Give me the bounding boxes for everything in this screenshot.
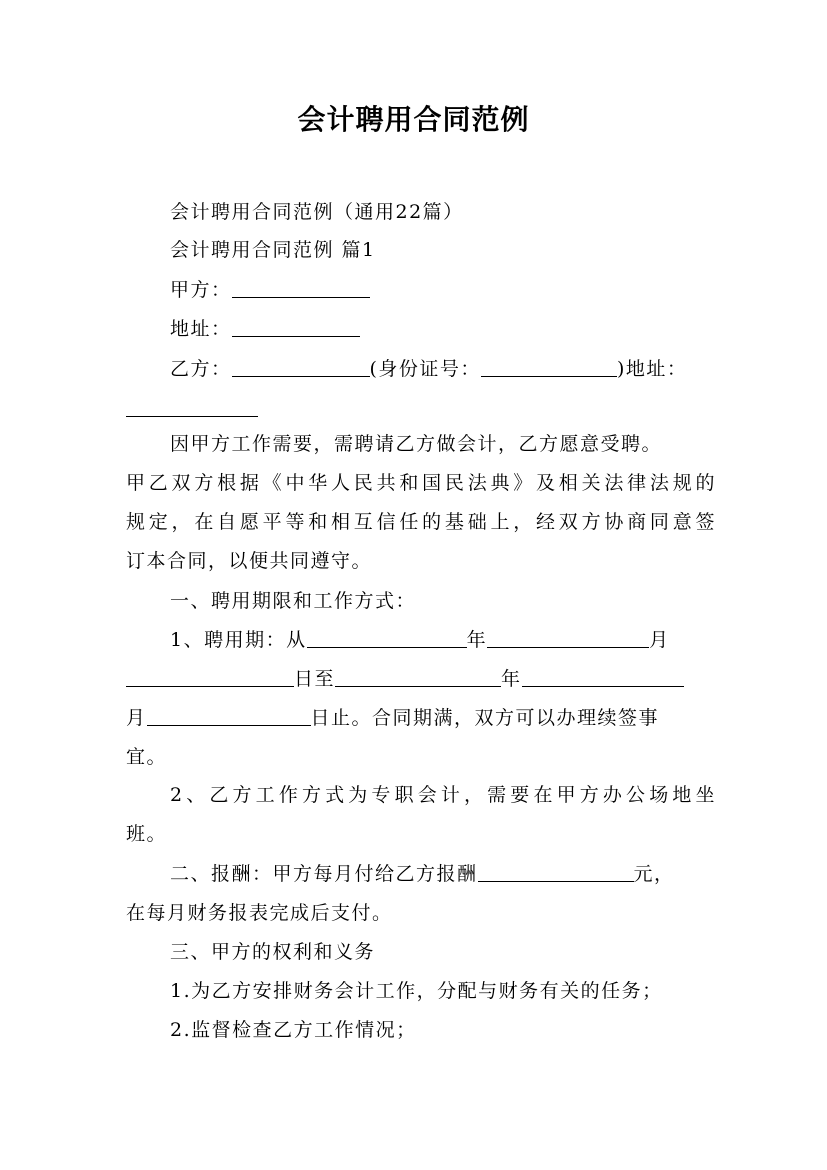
- party-a-blank[interactable]: [232, 277, 370, 298]
- section-heading: 三、甲方的权利和义务: [170, 941, 376, 963]
- term-line: [170, 621, 716, 659]
- yuan-label: 元，: [633, 863, 675, 885]
- party-b-line: [170, 350, 716, 388]
- address-label: 地址：: [170, 318, 232, 340]
- end-month-blank[interactable]: [522, 666, 684, 687]
- party-b-blank[interactable]: [232, 356, 370, 377]
- payment-line: [170, 855, 716, 893]
- paragraph-line: 班。: [126, 823, 168, 845]
- year-label: 年: [466, 629, 488, 651]
- party-b-label: 乙方：: [170, 358, 232, 380]
- list-item: 1.为乙方安排财务会计工作，分配与财务有关的任务；: [170, 980, 663, 1002]
- term-line: [126, 660, 716, 698]
- term-line: [126, 699, 716, 737]
- payment-amount-blank[interactable]: [478, 861, 634, 882]
- id-number-blank[interactable]: [481, 356, 617, 377]
- document-title: 会计聘用合同范例: [297, 103, 530, 136]
- paragraph-line: 规定，在自愿平等和相互信任的基础上，经双方协商同意签: [126, 511, 716, 533]
- party-a-label: 甲方：: [170, 279, 232, 301]
- end-day-blank[interactable]: [147, 705, 311, 726]
- party-b-address-blank[interactable]: [126, 396, 258, 417]
- paragraph-line: 2、乙方工作方式为专职会计，需要在甲方办公场地坐: [170, 784, 716, 806]
- end-year-blank[interactable]: [335, 666, 501, 687]
- paragraph-line: 因甲方工作需要，需聘请乙方做会计，乙方愿意受聘。: [170, 433, 663, 455]
- address-blank[interactable]: [232, 316, 360, 337]
- start-year-blank[interactable]: [307, 627, 467, 648]
- party-a-line: [170, 271, 716, 309]
- year-label: 年: [501, 668, 522, 690]
- list-item: 2.监督检查乙方工作情况；: [170, 1019, 417, 1041]
- paragraph-line: 甲乙双方根据《中华人民共和国民法典》及相关法律法规的: [126, 472, 716, 494]
- section-heading: 一、聘用期限和工作方式：: [170, 590, 417, 612]
- start-day-blank[interactable]: [126, 666, 294, 687]
- paragraph-line: 订本合同，以便共同遵守。: [126, 550, 373, 572]
- subtitle-line: 会计聘用合同范例（通用22篇）: [170, 201, 464, 223]
- paragraph-line: 宜。: [126, 746, 168, 768]
- party-b-address-line: [126, 390, 716, 428]
- start-month-blank[interactable]: [487, 627, 649, 648]
- term-end-text: 日止。合同期满，双方可以办理续签事: [310, 707, 660, 729]
- paragraph-line: 在每月财务报表完成后支付。: [126, 902, 393, 924]
- month-label: 月: [126, 707, 147, 729]
- day-to-label: 日至: [294, 668, 336, 690]
- address-line: [170, 310, 716, 348]
- month-label: 月: [649, 629, 670, 651]
- payment-label: 二、报酬：甲方每月付给乙方报酬: [170, 863, 478, 885]
- id-label: (身份证号：: [369, 358, 481, 380]
- party-b-address-label: )地址：: [616, 358, 688, 380]
- term-label: 1、聘用期：从: [170, 629, 307, 651]
- chapter-heading: 会计聘用合同范例 篇1: [170, 239, 376, 261]
